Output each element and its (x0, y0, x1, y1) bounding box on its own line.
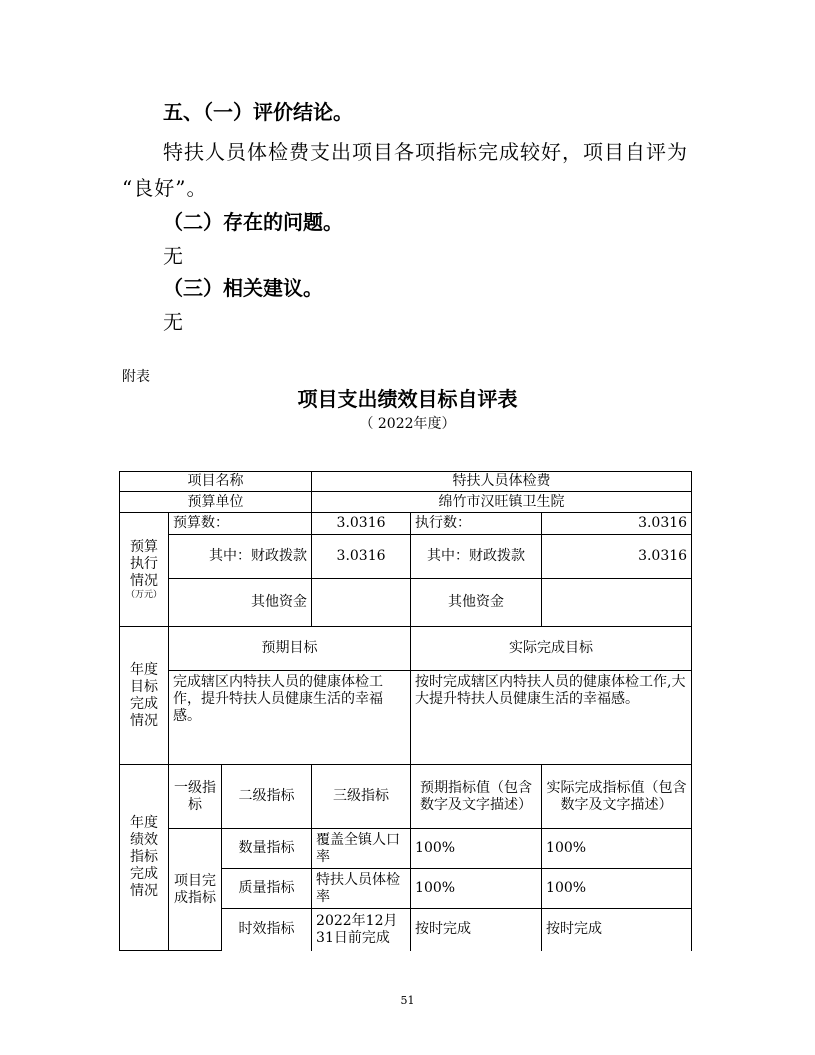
actual-value-cell: 100% (542, 829, 692, 869)
budget-execution-label: 预算执行情况 (130, 538, 158, 589)
table-subtitle: （ 2022年度） (359, 416, 456, 432)
budget-unit-label: 预算单位 (120, 492, 312, 513)
budget-amount-value: 3.0316 (312, 513, 411, 535)
conclusion-paragraph-line1: 特扶人员体检费支出项目各项指标完成较好，项目自评为 (163, 140, 688, 164)
page-number: 51 (400, 994, 415, 1007)
fiscal-allocation-value-executed: 3.0316 (542, 535, 692, 579)
level3-cell: 特扶人员体检率 (312, 869, 411, 909)
problems-text: 无 (163, 244, 184, 268)
actual-goal-header: 实际完成目标 (411, 627, 692, 671)
expected-value-cell: 100% (411, 829, 542, 869)
section-heading-problems: （二）存在的问题。 (163, 210, 343, 234)
level2-cell: 质量指标 (222, 869, 312, 909)
executed-amount-value: 3.0316 (542, 513, 692, 535)
column-header-expected-value: 预期指标值（包含数字及文字描述） (411, 765, 542, 829)
annual-goal-label: 年度目标完成情况 (120, 627, 169, 765)
project-name-label: 项目名称 (120, 472, 312, 492)
performance-self-evaluation-table (119, 471, 692, 951)
budget-unit-value: 绵竹市汉旺镇卫生院 (312, 492, 692, 513)
budget-execution-label-cell (120, 513, 169, 627)
actual-value-cell: 按时完成 (542, 909, 692, 951)
level3-cell: 覆盖全镇人口率 (312, 829, 411, 869)
table-title: 项目支出绩效目标自评表 (297, 387, 518, 411)
section-heading-suggestions: （三）相关建议。 (163, 276, 323, 300)
table-row (120, 829, 692, 869)
expected-goal-text: 完成辖区内特扶人员的健康体检工作，提升特扶人员健康生活的幸福感。 (169, 671, 411, 765)
level1-group-label: 项目完成指标 (169, 829, 222, 951)
budget-amount-label: 预算数： (169, 513, 312, 535)
column-header-actual-value: 实际完成指标值（包含数字及文字描述） (542, 765, 692, 829)
expected-value-cell: 按时完成 (411, 909, 542, 951)
suggestions-text: 无 (163, 310, 184, 334)
budget-execution-unit: （万元） (125, 589, 162, 600)
actual-goal-text: 按时完成辖区内特扶人员的健康体检工作,大大提升特扶人员健康生活的幸福感。 (411, 671, 692, 765)
fiscal-allocation-label-budget: 其中：财政拨款 (169, 535, 312, 579)
other-funds-value-executed (542, 579, 692, 627)
other-funds-value-budget (312, 579, 411, 627)
other-funds-label-budget: 其他资金 (169, 579, 312, 627)
fiscal-allocation-value-budget: 3.0316 (312, 535, 411, 579)
expected-value-cell: 100% (411, 869, 542, 909)
column-header-level3: 三级指标 (312, 765, 411, 829)
expected-goal-header: 预期目标 (169, 627, 411, 671)
column-header-level2: 二级指标 (222, 765, 312, 829)
column-header-level1: 一级指标 (169, 765, 222, 829)
conclusion-paragraph-line2: “良好”。 (122, 176, 208, 200)
project-name-value: 特扶人员体检费 (312, 472, 692, 492)
executed-amount-label: 执行数： (411, 513, 542, 535)
appendix-label: 附表 (122, 369, 150, 385)
actual-value-cell: 100% (542, 869, 692, 909)
level3-cell: 2022年12月31日前完成 (312, 909, 411, 951)
level2-cell: 数量指标 (222, 829, 312, 869)
other-funds-label-executed: 其他资金 (411, 579, 542, 627)
performance-indicator-label: 年度绩效指标完成情况 (120, 765, 169, 951)
fiscal-allocation-label-executed: 其中：财政拨款 (411, 535, 542, 579)
level2-cell: 时效指标 (222, 909, 312, 951)
section-heading-conclusion: 五、（一）评价结论。 (163, 100, 353, 124)
